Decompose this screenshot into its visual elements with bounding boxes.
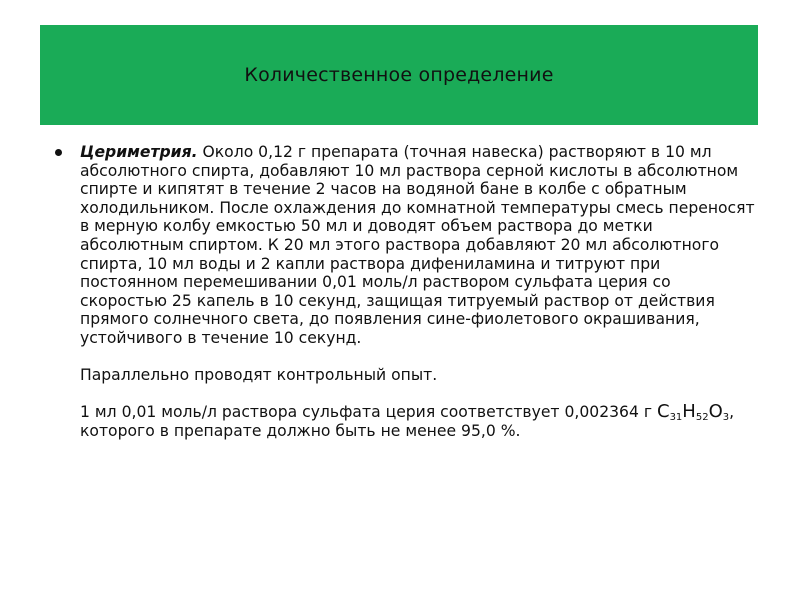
formula-h-sub: 52 xyxy=(695,412,709,424)
equivalence-text-after: , которого в препарате должно быть не менее 95,0 %. xyxy=(80,403,735,440)
formula-o: O xyxy=(708,401,723,423)
title-banner xyxy=(40,25,758,125)
slide-title: Количественное определение xyxy=(244,64,554,86)
formula-c-sub: 31 xyxy=(669,412,683,424)
formula-c: C xyxy=(656,401,670,423)
bullet-item xyxy=(55,143,755,348)
paragraph-method xyxy=(80,143,755,348)
bullet-dot-icon xyxy=(55,149,62,156)
formula-h: H xyxy=(682,401,696,423)
method-description: Около 0,12 г препарата (точная навеска) растворяют в 10 мл абсолютного спирта, добавляют 10 мл раствора серной кислоты в абсолютном спирте и кипятят в течение 2 часов на водяной бане в колбе с обратным холодильником. После охлаждения до комнатной температуры смесь переносят в мерную колбу емкостью 50 мл и доводят объем раствора до метки абсолютным спиртом. К 20 мл этого раствора добавляют 20 мл абсолютного спирта, 10 мл воды и 2 капли раствора дифениламина и титруют при постоянном перемешивании 0,01 моль/л раствором сульфата церия со скоростью 25 капель в 10 секунд, защищая титруемый раствор от действия прямого солнечного света, до появления сине-фиолетового окрашивания, устойчивого в течение 10 секунд. xyxy=(80,143,755,347)
formula-o-sub: 3 xyxy=(722,412,730,424)
slide-content xyxy=(55,143,755,441)
paragraph-equivalence xyxy=(55,403,755,440)
method-term: Цериметрия. xyxy=(80,143,198,161)
paragraph-control: Параллельно проводят контрольный опыт. xyxy=(80,366,438,385)
equivalence-text-before: 1 мл 0,01 моль/л раствора сульфата церия соответствует 0,002364 г xyxy=(80,403,657,422)
